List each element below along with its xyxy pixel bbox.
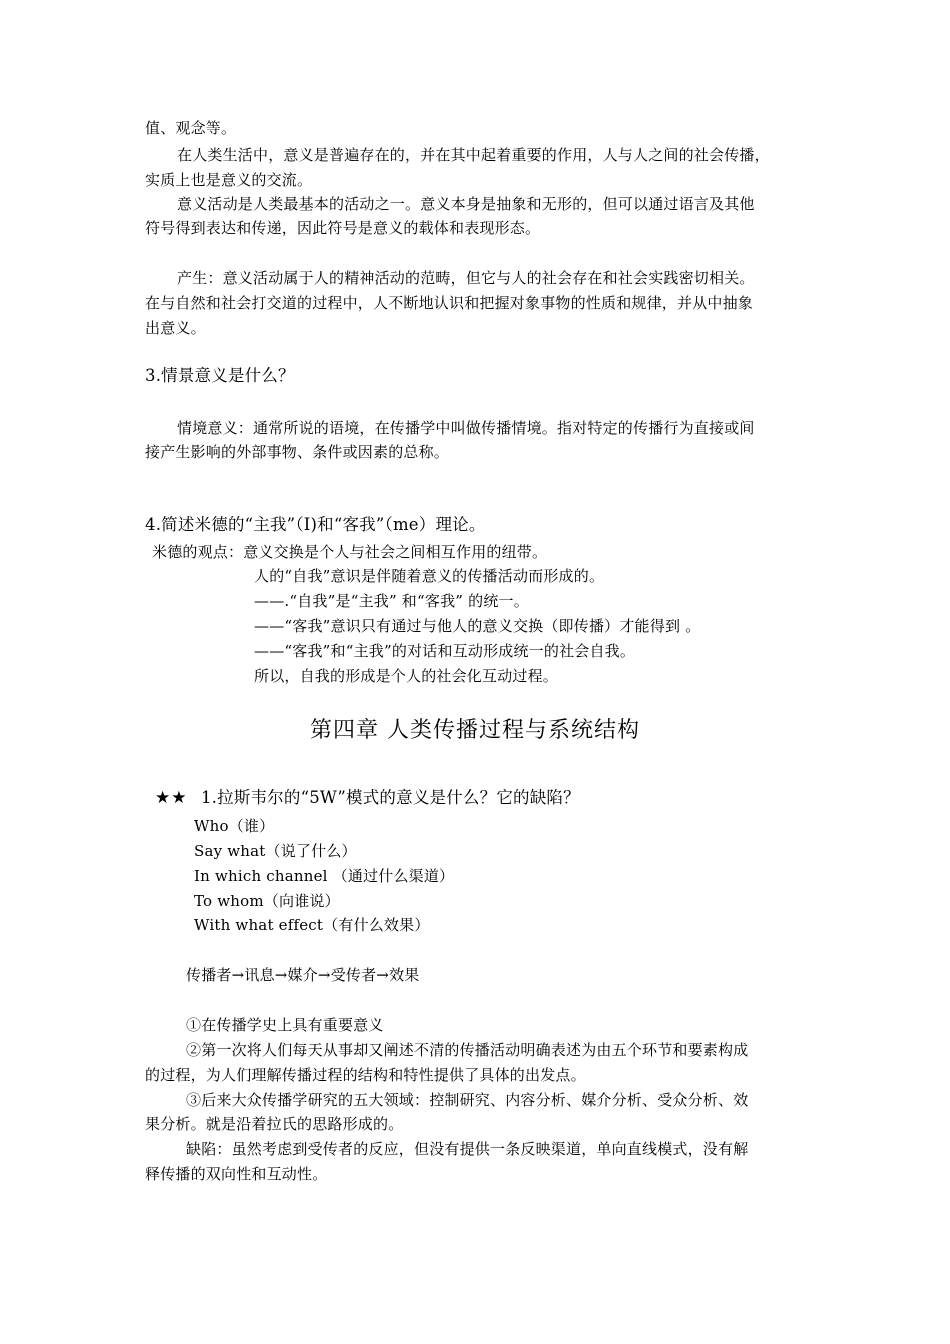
paragraph-line: 意义活动是人类最基本的活动之一。意义本身是抽象和无形的，但可以通过语言及其他 [177, 195, 755, 213]
paragraph-line: 符号得到表达和传递，因此符号是意义的载体和表现形态。 [145, 219, 541, 237]
w-item: With what effect（有什么效果） [194, 916, 430, 934]
answer-line: ③后来大众传播学研究的五大领域：控制研究、内容分析、媒介分析、受众分析、效 [186, 1091, 749, 1109]
w-item: Say what（说了什么） [194, 842, 357, 860]
question-4-title: 4.简述米德的“主我”（I)和“客我”（me）理论。 [145, 515, 486, 534]
answer-line: 人的“自我”意识是伴随着意义的传播活动而形成的。 [254, 567, 605, 585]
paragraph-line: 在人类生活中，意义是普遍存在的，并在其中起着重要的作用，人与人之间的社会传播， [177, 146, 770, 164]
answer-line: 释传播的双向性和互动性。 [145, 1165, 328, 1183]
answer-line: 接产生影响的外部事物、条件或因素的总称。 [145, 443, 450, 461]
paragraph-line: 在与自然和社会打交道的过程中，人不断地认识和把握对象事物的性质和规律，并从中抽象 [145, 294, 754, 312]
paragraph-line: 出意义。 [145, 319, 206, 337]
w-item: To whom（向谁说） [194, 892, 340, 910]
flow-line: 传播者→讯息→媒介→受传者→效果 [186, 966, 420, 984]
w-item: In which channel （通过什么渠道） [194, 867, 455, 885]
answer-line: ①在传播学史上具有重要意义 [186, 1016, 384, 1034]
paragraph-line: 值、观念等。 [145, 119, 237, 137]
paragraph-line: 产生：意义活动属于人的精神活动的范畴，但它与人的社会存在和社会实践密切相关。 [177, 269, 755, 287]
answer-line: ——.“自我”是“主我” 和“客我” 的统一。 [254, 592, 529, 610]
answer-line: ——“客我”和“主我”的对话和互动形成统一的社会自我。 [254, 642, 636, 660]
answer-line: 缺陷：虽然考虑到受传者的反应，但没有提供一条反映渠道，单向直线模式，没有解 [186, 1140, 749, 1158]
answer-line: 情境意义：通常所说的语境，在传播学中叫做传播情境。指对特定的传播行为直接或间 [177, 419, 755, 437]
question-3-title: 3.情景意义是什么？ [145, 366, 295, 385]
answer-line: ——“客我”意识只有通过与他人的意义交换（即传播）才能得到 。 [254, 617, 701, 635]
answer-line: ②第一次将人们每天从事却又阐述不清的传播活动明确表述为由五个环节和要素构成 [186, 1041, 749, 1059]
question-1-title: 1.拉斯韦尔的“5W”模式的意义是什么？它的缺陷？ [200, 788, 580, 807]
paragraph-line: 实质上也是意义的交流。 [145, 171, 313, 189]
chapter-title: 第四章 人类传播过程与系统结构 [310, 718, 640, 743]
answer-line: 米德的观点：意义交换是个人与社会之间相互作用的纽带。 [152, 543, 548, 561]
star-icon: ★★ [155, 788, 188, 808]
answer-line: 的过程，为人们理解传播过程的结构和特性提供了具体的出发点。 [145, 1066, 586, 1084]
w-item: Who（谁） [194, 817, 275, 835]
answer-line: 所以，自我的形成是个人的社会化互动过程。 [254, 667, 559, 685]
question-1-heading [155, 788, 580, 808]
answer-line: 果分析。就是沿着拉氏的思路形成的。 [145, 1115, 404, 1133]
